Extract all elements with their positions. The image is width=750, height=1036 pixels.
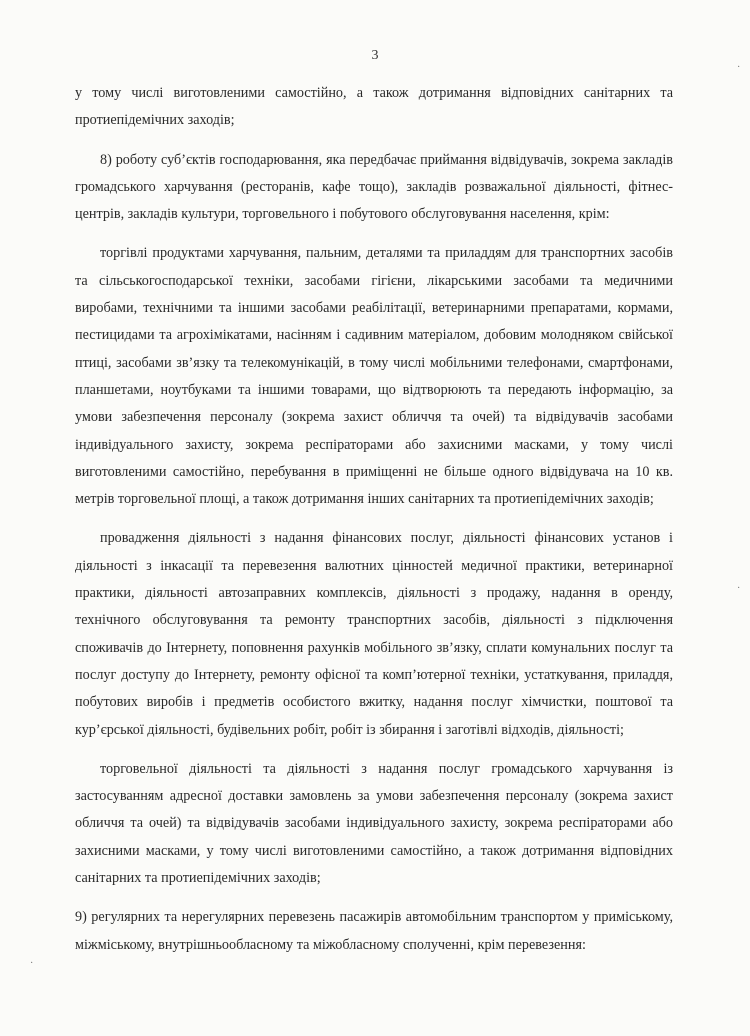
paragraph-exception-delivery: торговельної діяльності та діяльності з надання послуг громадського харчування із застосуванням адресної доставки замовлень за умови забезпечення персоналу (зокрема захист обличчя та очей) та відвідувачів засобами індивідуального захисту, зокрема респіраторами або захисними масками, у тому числі виготовленими самостійно, а також дотримання відповідних санітарних та протиепідемічних заходів; bbox=[75, 760, 673, 887]
scan-mark: · bbox=[737, 583, 741, 594]
paragraph-exception-trade: торгівлі продуктами харчування, пальним, деталями та приладдям для транспортних засобів та сільськогосподарської техніки, засобами гігієни, лікарськими засобами та медичними виробами, технічними та іншими засобами реабілітації, ветеринарними препаратами, кормами, пестицидами та агрохімікатами, насінням і садивним матеріалом, добовим молодняком свійської птиці, засобами зв’язку та телекомунікацій, в тому числі мобільними телефонами, смартфонами, планшетами, ноутбуками та іншими товарами, що відтворюють та передають інформацію, за умови забезпечення персоналу (зокрема захист обличчя та очей) та відвідувачів засобами індивідуального захисту, зокрема респіраторами або захисними масками, у тому числі виготовленими самостійно, перебування в приміщенні не більше одного відвідувача на 10 кв. метрів торговельної площі, а також дотримання інших санітарних та протиепідемічних заходів; bbox=[75, 245, 673, 508]
paragraph-continuation: у тому числі виготовленими самостійно, а також дотримання відповідних санітарних та протиепідемічних заходів; bbox=[75, 85, 673, 129]
paragraph-item-8: 8) роботу суб’єктів господарювання, яка передбачає приймання відвідувачів, зокрема закладів громадського харчування (ресторанів, кафе тощо), закладів розважальної діяльності, фітнес-центрів, закладів культури, торговельного і побутового обслуговування населення, крім: bbox=[75, 151, 673, 223]
scan-mark: · bbox=[737, 62, 741, 73]
page-number: 3 bbox=[371, 48, 379, 63]
document-body bbox=[75, 80, 673, 959]
paragraph-exception-services: провадження діяльності з надання фінансових послуг, діяльності фінансових установ і діяльності з інкасації та перевезення валютних цінностей медичної практики, ветеринарної практики, діяльності автозаправних комплексів, діяльності з продажу, надання в оренду, технічного обслуговування та ремонту транспортних засобів, діяльності з підключення споживачів до Інтернету, поповнення рахунків мобільного зв’язку, сплати комунальних послуг та послуг доступу до Інтернету, ремонту офісної та комп’ютерної техніки, устаткування, приладдя, побутових виробів і предметів особистого вжитку, надання послуг хімчистки, поштової та кур’єрської діяльності, будівельних робіт, робіт із збирання і заготівлі відходів, діяльності; bbox=[75, 530, 673, 738]
paragraph-item-9: 9) регулярних та нерегулярних перевезень пасажирів автомобільним транспортом у приміському, міжміському, внутрішньообласному та міжобласному сполученні, крім перевезення: bbox=[75, 909, 673, 953]
scan-mark: · bbox=[30, 958, 34, 969]
